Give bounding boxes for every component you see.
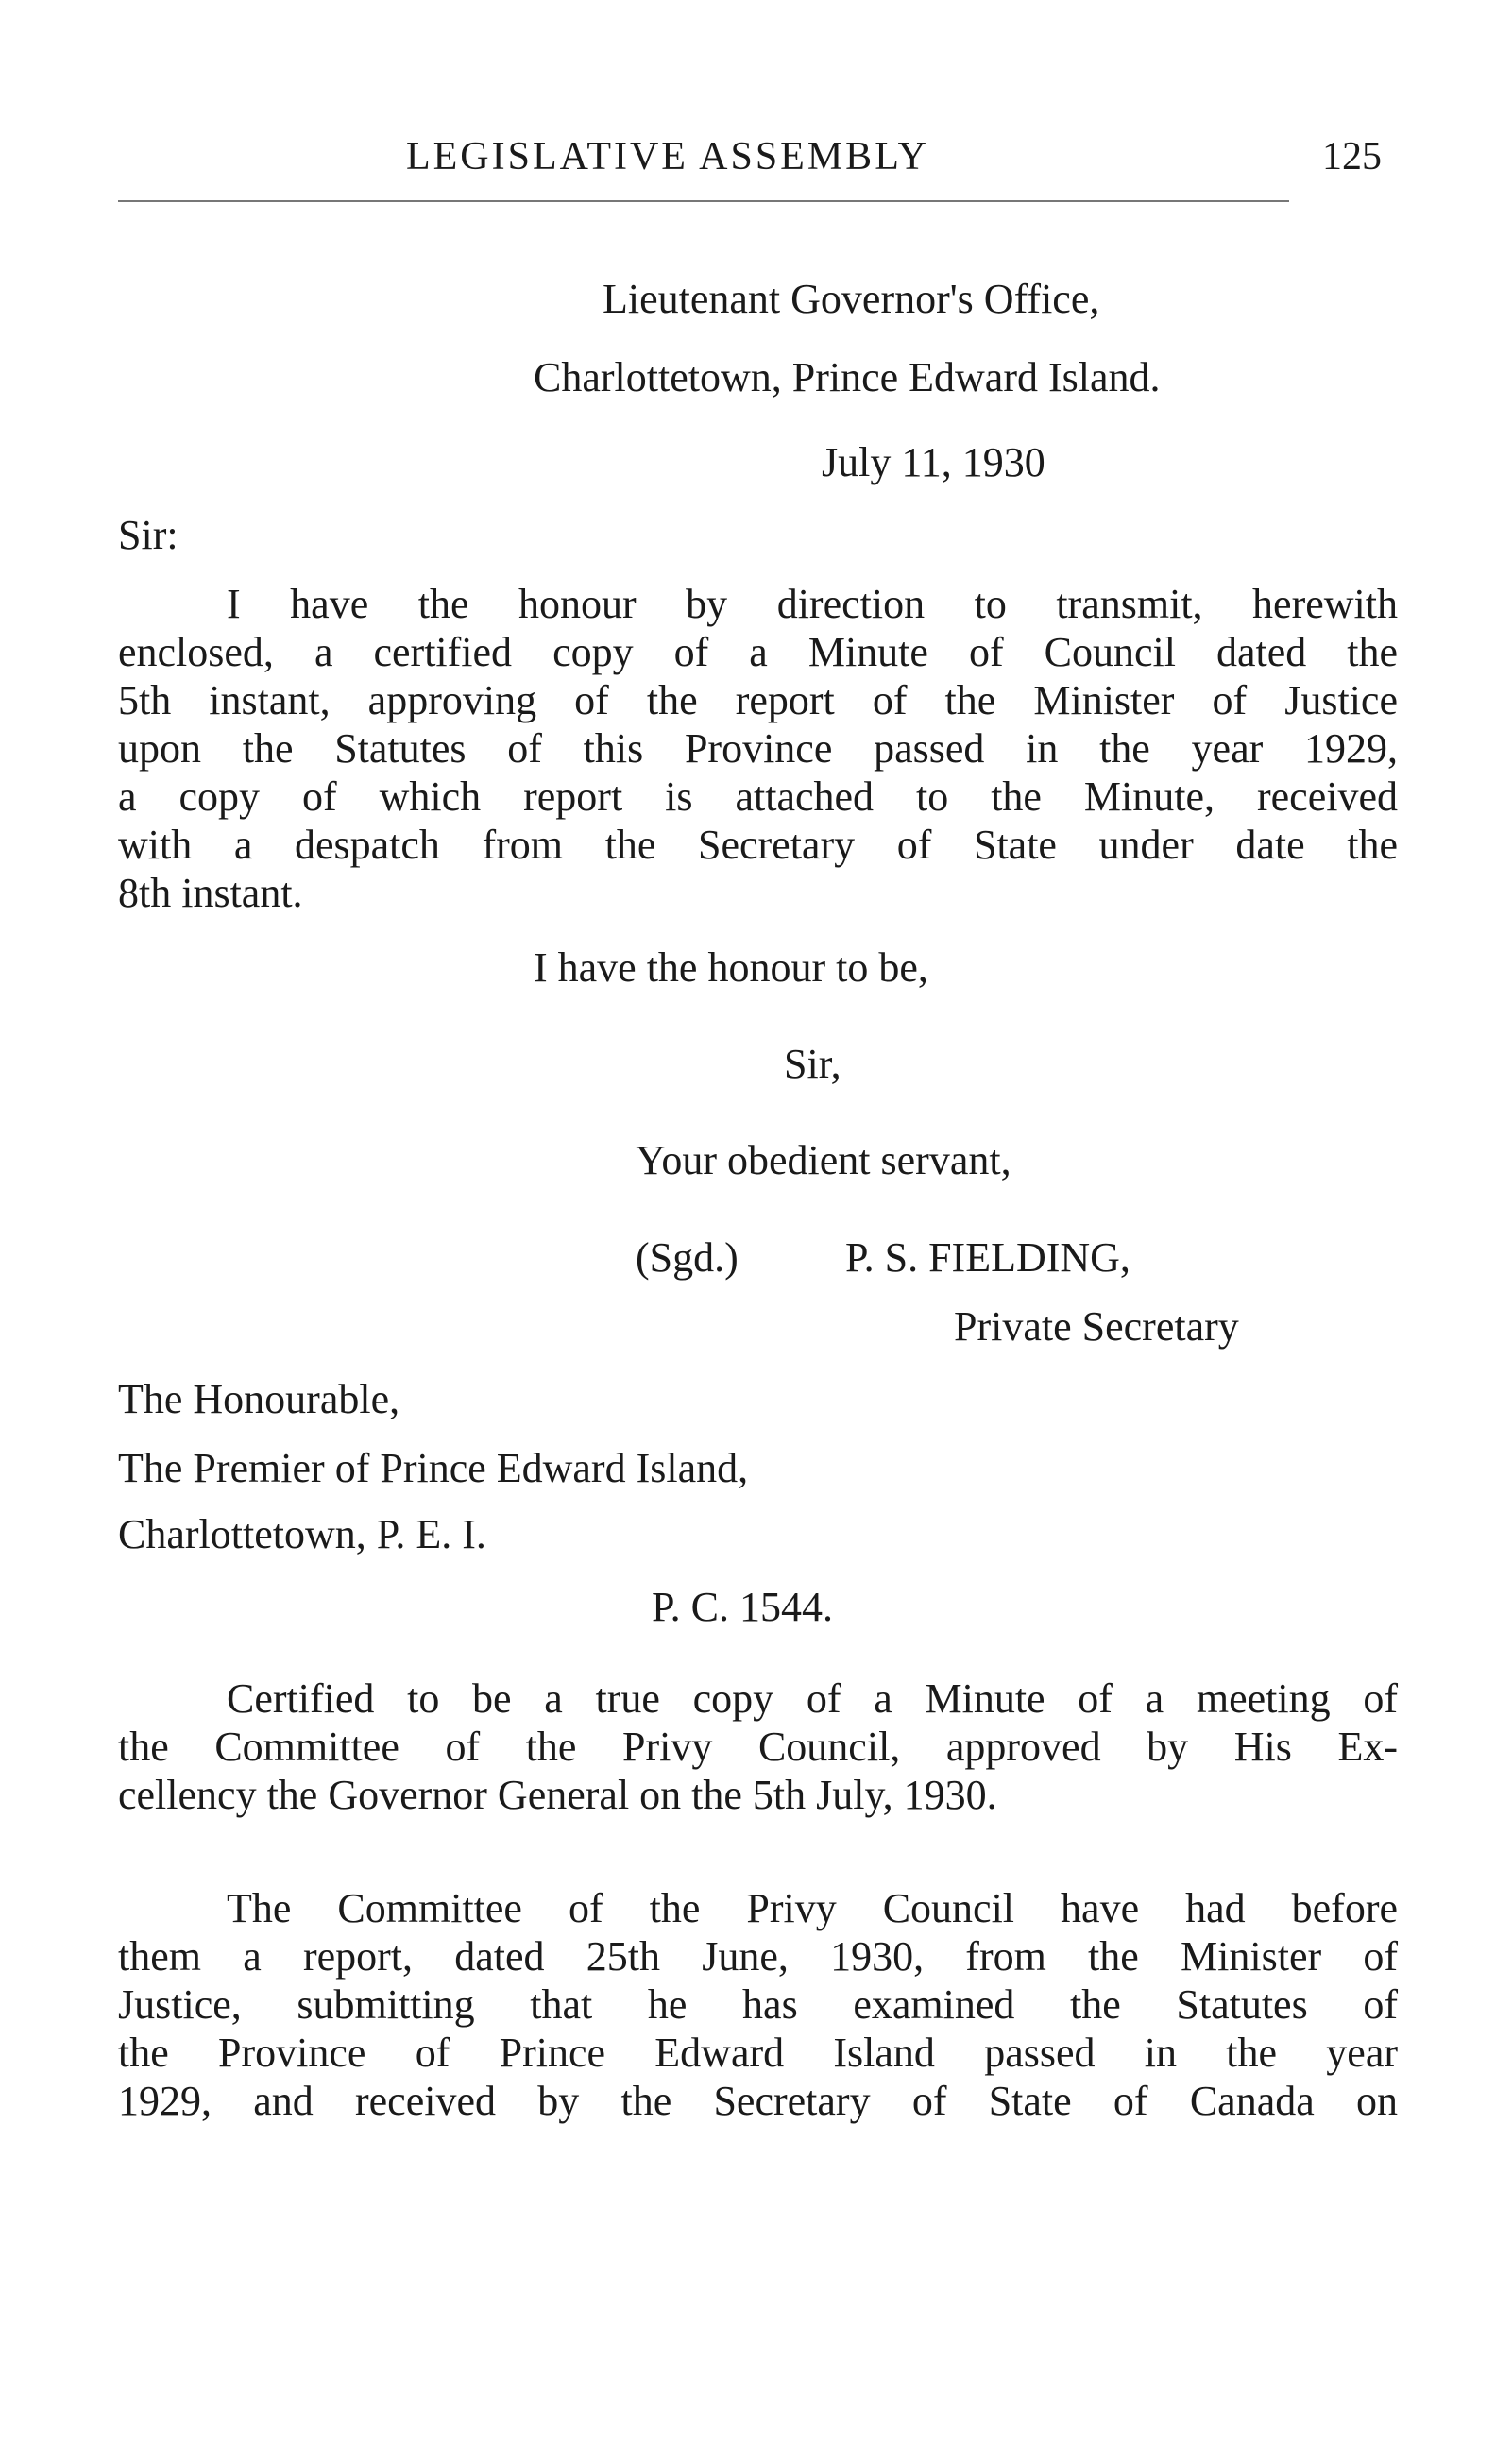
body-line: a copy of which report is attached to the Minute, received bbox=[118, 773, 1398, 820]
header-rule bbox=[118, 200, 1289, 202]
body-line: with a despatch from the Secretary of State under date the bbox=[118, 822, 1398, 868]
closing-line-3: Your obedient servant, bbox=[636, 1137, 1011, 1183]
committee-line: Justice, submitting that he has examined the Statutes of bbox=[118, 1981, 1398, 2028]
running-head: LEGISLATIVE ASSEMBLY bbox=[406, 135, 929, 178]
body-line: I have the honour by direction to transmit, herewith bbox=[227, 581, 1398, 627]
minute-number: P. C. 1544. bbox=[652, 1584, 833, 1630]
office-line-1: Lieutenant Governor's Office, bbox=[603, 276, 1100, 322]
committee-line: them a report, dated 25th June, 1930, from the Minister of bbox=[118, 1933, 1398, 1980]
addressee-line-3: Charlottetown, P. E. I. bbox=[118, 1511, 486, 1557]
committee-line: 1929, and received by the Secretary of State of Canada on bbox=[118, 2078, 1398, 2124]
page-number: 125 bbox=[1322, 135, 1382, 178]
letter-body bbox=[118, 580, 1398, 917]
body-line: enclosed, a certified copy of a Minute of Council dated the bbox=[118, 629, 1398, 675]
body-line: 8th instant. bbox=[118, 870, 303, 916]
signed-marker: (Sgd.) bbox=[636, 1234, 739, 1281]
letter-date: July 11, 1930 bbox=[822, 439, 1045, 485]
certification-line: Certified to be a true copy of a Minute of a meeting of bbox=[227, 1675, 1398, 1722]
closing-line-1: I have the honour to be, bbox=[534, 944, 928, 991]
certification-paragraph bbox=[118, 1674, 1398, 1819]
signatory-title: Private Secretary bbox=[954, 1303, 1239, 1350]
committee-line: the Province of Prince Edward Island passed in the year bbox=[118, 2030, 1398, 2076]
certification-line: cellency the Governor General on the 5th July, 1930. bbox=[118, 1772, 997, 1818]
closing-line-2: Sir, bbox=[784, 1041, 841, 1087]
salutation: Sir: bbox=[118, 512, 178, 558]
body-line: 5th instant, approving of the report of the Minister of Justice bbox=[118, 677, 1398, 723]
addressee-line-1: The Honourable, bbox=[118, 1376, 400, 1422]
certification-line: the Committee of the Privy Council, approved by His Ex- bbox=[118, 1724, 1398, 1770]
body-line: upon the Statutes of this Province passed in the year 1929, bbox=[118, 725, 1398, 772]
committee-paragraph bbox=[118, 1884, 1398, 2125]
signatory-name: P. S. FIELDING, bbox=[845, 1234, 1130, 1281]
committee-line: The Committee of the Privy Council have had before bbox=[227, 1885, 1398, 1931]
office-line-2: Charlottetown, Prince Edward Island. bbox=[534, 354, 1161, 400]
addressee-line-2: The Premier of Prince Edward Island, bbox=[118, 1445, 749, 1491]
